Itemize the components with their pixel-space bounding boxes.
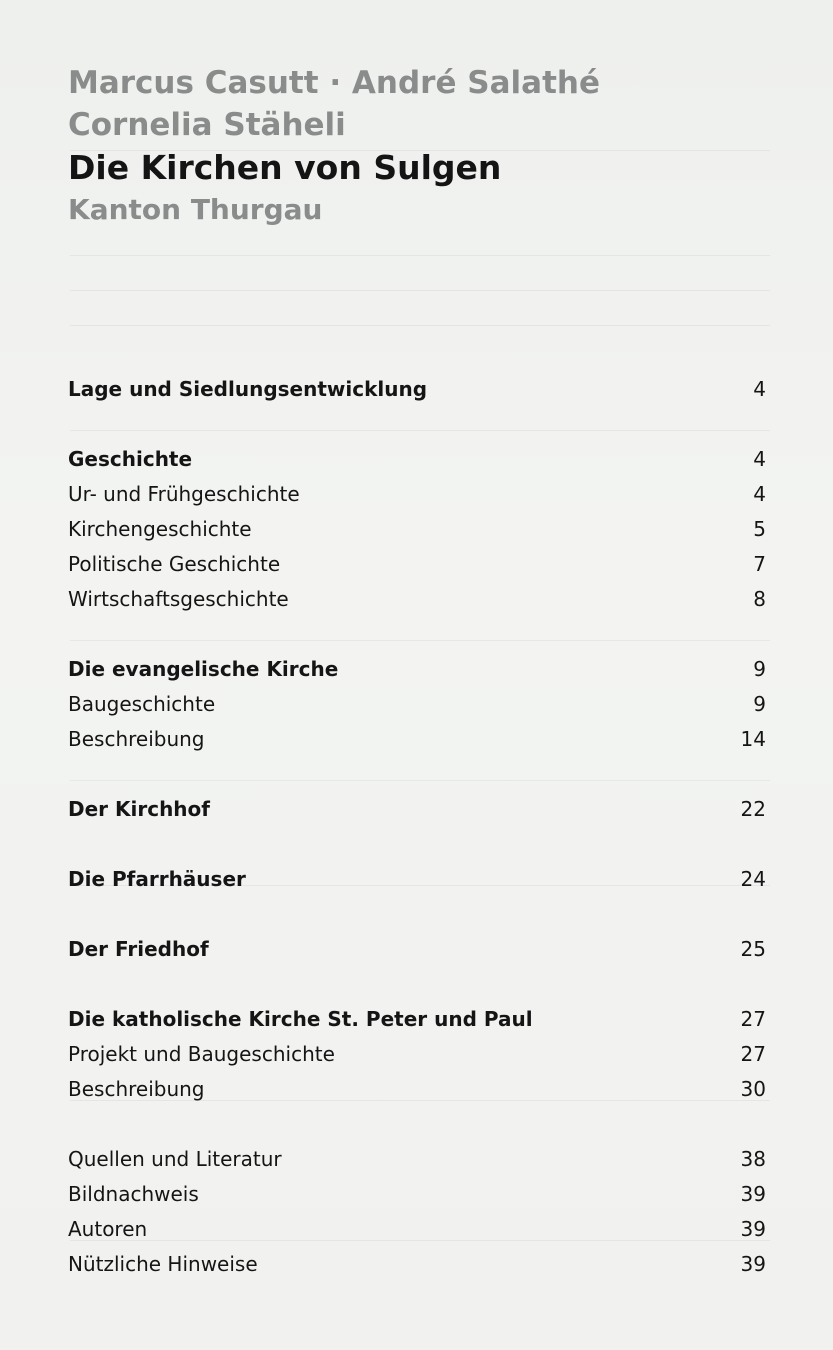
- toc-entry-beschreibung-evangelisch: [68, 722, 768, 756]
- toc-entry-label: Der Kirchhof: [68, 797, 210, 821]
- toc-entry-label: Lage und Siedlungsentwicklung: [68, 377, 428, 401]
- toc-entry-label: Die Pfarrhäuser: [68, 867, 246, 891]
- authors-line-2: Cornelia Stäheli: [68, 107, 346, 143]
- toc-entry-page: 7: [753, 552, 766, 576]
- toc-entry-label: Baugeschichte: [68, 692, 216, 716]
- toc-entry-page: 27: [740, 1007, 766, 1031]
- toc-entry-page: 39: [740, 1252, 766, 1276]
- toc-entry-label: Projekt und Baugeschichte: [68, 1042, 335, 1066]
- toc-entry-label: Beschreibung: [68, 727, 205, 751]
- toc-entry-page: 39: [740, 1217, 766, 1241]
- toc-entry-page: 9: [753, 657, 766, 681]
- toc-entry-page: 4: [753, 377, 766, 401]
- toc-entry-label: Politische Geschichte: [68, 552, 281, 576]
- toc-entry-geschichte: [68, 442, 768, 476]
- toc-entry-page: 8: [753, 587, 766, 611]
- toc-entry-label: Ur- und Frühgeschichte: [68, 482, 300, 506]
- toc-entry-page: 22: [740, 797, 766, 821]
- toc-entry-page: 4: [753, 482, 766, 506]
- toc-entry-label: Der Friedhof: [68, 937, 209, 961]
- toc-entry-autoren: [68, 1212, 768, 1246]
- toc-entry-ur-fruehgeschichte: [68, 477, 768, 511]
- toc-entry-projekt-baugeschichte: [68, 1037, 768, 1071]
- toc-entry-lage: [68, 372, 768, 406]
- toc-entry-label: Nützliche Hinweise: [68, 1252, 258, 1276]
- toc-entry-page: 5: [753, 517, 766, 541]
- toc-entry-wirtschaftsgeschichte: [68, 582, 768, 616]
- toc-entry-friedhof: [68, 932, 768, 966]
- toc-entry-label: Wirtschaftsgeschichte: [68, 587, 289, 611]
- toc-entry-page: 14: [740, 727, 766, 751]
- toc-entry-politische-geschichte: [68, 547, 768, 581]
- toc-entry-bildnachweis: [68, 1177, 768, 1211]
- toc-entry-page: 4: [753, 447, 766, 471]
- toc-entry-page: 9: [753, 692, 766, 716]
- toc-entry-kirchhof: [68, 792, 768, 826]
- book-subtitle: Kanton Thurgau: [68, 193, 323, 226]
- toc-entry-label: Kirchengeschichte: [68, 517, 252, 541]
- toc-entry-label: Quellen und Literatur: [68, 1147, 282, 1171]
- authors-line-1: Marcus Casutt · André Salathé: [68, 65, 600, 101]
- toc-entry-label: Die evangelische Kirche: [68, 657, 339, 681]
- toc-entry-page: 27: [740, 1042, 766, 1066]
- book-title: Die Kirchen von Sulgen: [68, 148, 502, 187]
- toc-entry-label: Geschichte: [68, 447, 193, 471]
- toc-entry-page: 38: [740, 1147, 766, 1171]
- toc-entry-page: 24: [740, 867, 766, 891]
- toc-entry-beschreibung-katholisch: [68, 1072, 768, 1106]
- toc-entry-page: 25: [740, 937, 766, 961]
- toc-entry-page: 30: [740, 1077, 766, 1101]
- toc-entry-label: Die katholische Kirche St. Peter und Paul: [68, 1007, 533, 1031]
- toc-entry-evangelische-kirche: [68, 652, 768, 686]
- toc-entry-label: Bildnachweis: [68, 1182, 199, 1206]
- toc-entry-page: 39: [740, 1182, 766, 1206]
- table-of-contents: [68, 0, 768, 1350]
- toc-entry-baugeschichte: [68, 687, 768, 721]
- toc-entry-pfarrhaeuser: [68, 862, 768, 896]
- toc-entry-kirchengeschichte: [68, 512, 768, 546]
- toc-entry-label: Beschreibung: [68, 1077, 205, 1101]
- toc-entry-quellen-literatur: [68, 1142, 768, 1176]
- toc-entry-katholische-kirche: [68, 1002, 768, 1036]
- toc-entry-nuetzliche-hinweise: [68, 1247, 768, 1281]
- toc-entry-label: Autoren: [68, 1217, 148, 1241]
